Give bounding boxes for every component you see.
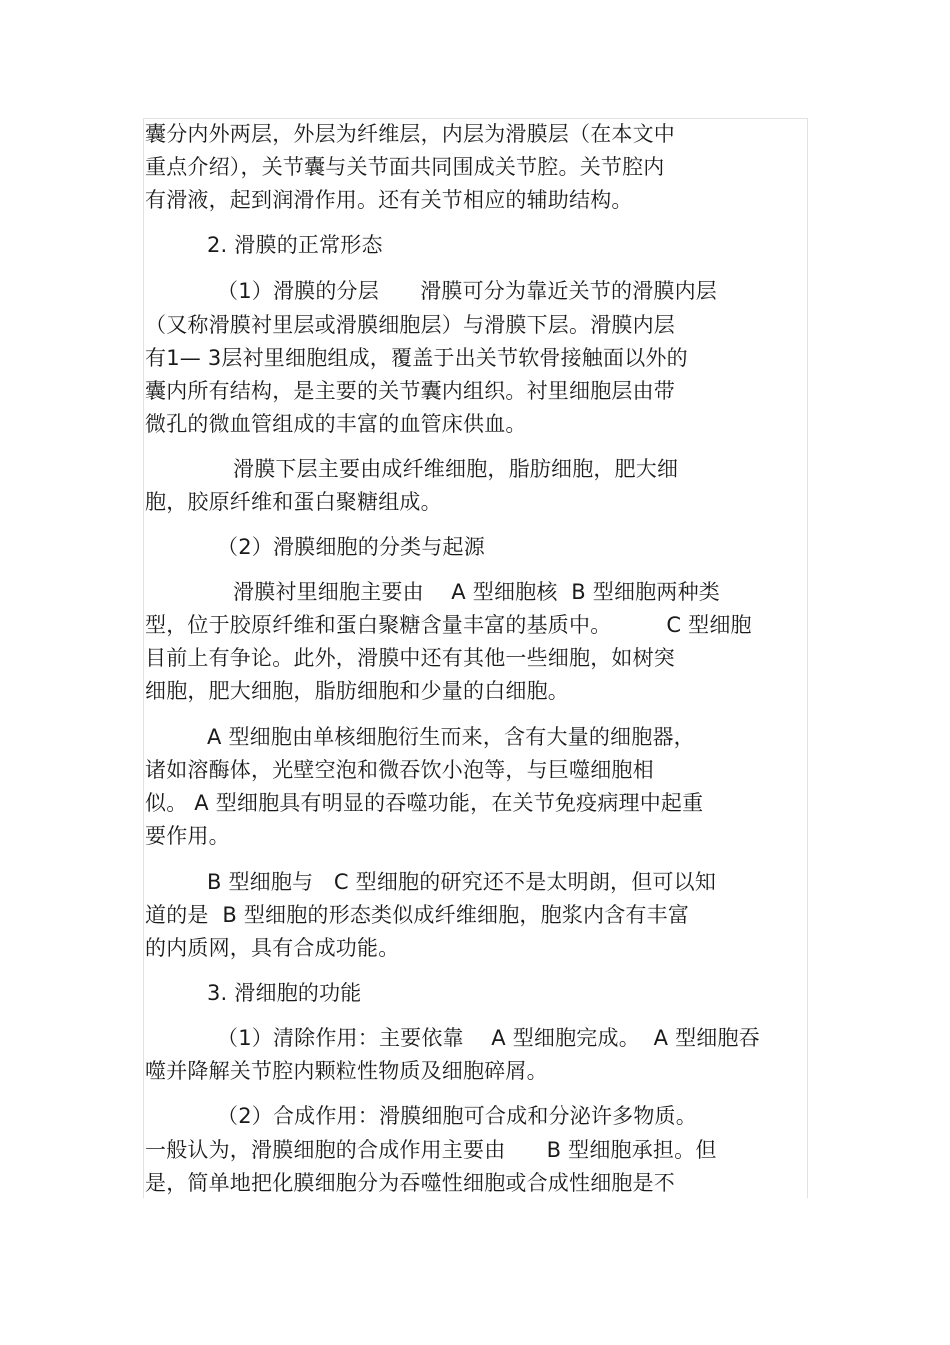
text-line: 有滑液，起到润滑作用。还有关节相应的辅助结构。	[145, 188, 633, 212]
text-line: A 型细胞由单核细胞衍生而来，含有大量的细胞器，	[207, 725, 695, 749]
text-line: （又称滑膜衬里层或滑膜细胞层）与滑膜下层。滑膜内层	[145, 313, 675, 337]
text-line: 是，简单地把化膜细胞分为吞噬性细胞或合成性细胞是不	[145, 1171, 675, 1195]
text-line: 有1— 3层衬里细胞组成，覆盖于出关节软骨接触面以外的	[145, 346, 688, 370]
page-frame-left-border	[143, 118, 144, 1198]
text-line: 一般认为，滑膜细胞的合成作用主要由 B 型细胞承担。但	[145, 1138, 717, 1162]
text-line: 要作用。	[145, 824, 230, 848]
text-line: 重点介绍），关节囊与关节面共同围成关节腔。关节腔内	[145, 155, 665, 179]
text-line: 胞，胶原纤维和蛋白聚糖组成。	[145, 490, 442, 514]
text-line: B 型细胞与 C 型细胞的研究还不是太明朗，但可以知	[207, 870, 717, 894]
text-line: 噬并降解关节腔内颗粒性物质及细胞碎屑。	[145, 1059, 548, 1083]
subsection-heading: （1）滑膜的分层 滑膜可分为靠近关节的滑膜内层	[217, 279, 718, 303]
text-line: 似。 A 型细胞具有明显的吞噬功能，在关节免疫病理中起重	[145, 791, 704, 815]
text-line: 道的是 B 型细胞的形态类似成纤维细胞，胞浆内含有丰富	[145, 903, 690, 927]
text-line: （2）合成作用：滑膜细胞可合成和分泌许多物质。	[217, 1104, 697, 1128]
text-line: 细胞，肥大细胞，脂肪细胞和少量的白细胞。	[145, 679, 569, 703]
text-line: 型，位于胶原纤维和蛋白聚糖含量丰富的基质中。 C 型细胞	[145, 613, 752, 637]
text-line: 滑膜下层主要由成纤维细胞，脂肪细胞，肥大细	[233, 457, 679, 481]
text-line: 目前上有争论。此外，滑膜中还有其他一些细胞，如树突	[145, 646, 675, 670]
text-line: 囊内所有结构，是主要的关节囊内组织。衬里细胞层由带	[145, 379, 675, 403]
text-line: 囊分内外两层，外层为纤维层，内层为滑膜层（在本文中	[145, 122, 675, 146]
page-frame-right-border	[807, 118, 808, 1198]
text-line: 滑膜衬里细胞主要由 A 型细胞核 B 型细胞两种类	[233, 580, 720, 604]
section-heading: 2. 滑膜的正常形态	[207, 233, 383, 257]
text-line: （1）清除作用：主要依靠 A 型细胞完成。 A 型细胞吞	[217, 1026, 760, 1050]
text-line: 诸如溶酶体，光壁空泡和微吞饮小泡等，与巨噬细胞相	[145, 758, 654, 782]
subsection-heading: （2）滑膜细胞的分类与起源	[217, 535, 485, 559]
section-heading: 3. 滑细胞的功能	[207, 981, 362, 1005]
text-line: 的内质网，具有合成功能。	[145, 936, 400, 960]
text-line: 微孔的微血管组成的丰富的血管床供血。	[145, 412, 527, 436]
page-frame-top-border	[143, 118, 808, 119]
